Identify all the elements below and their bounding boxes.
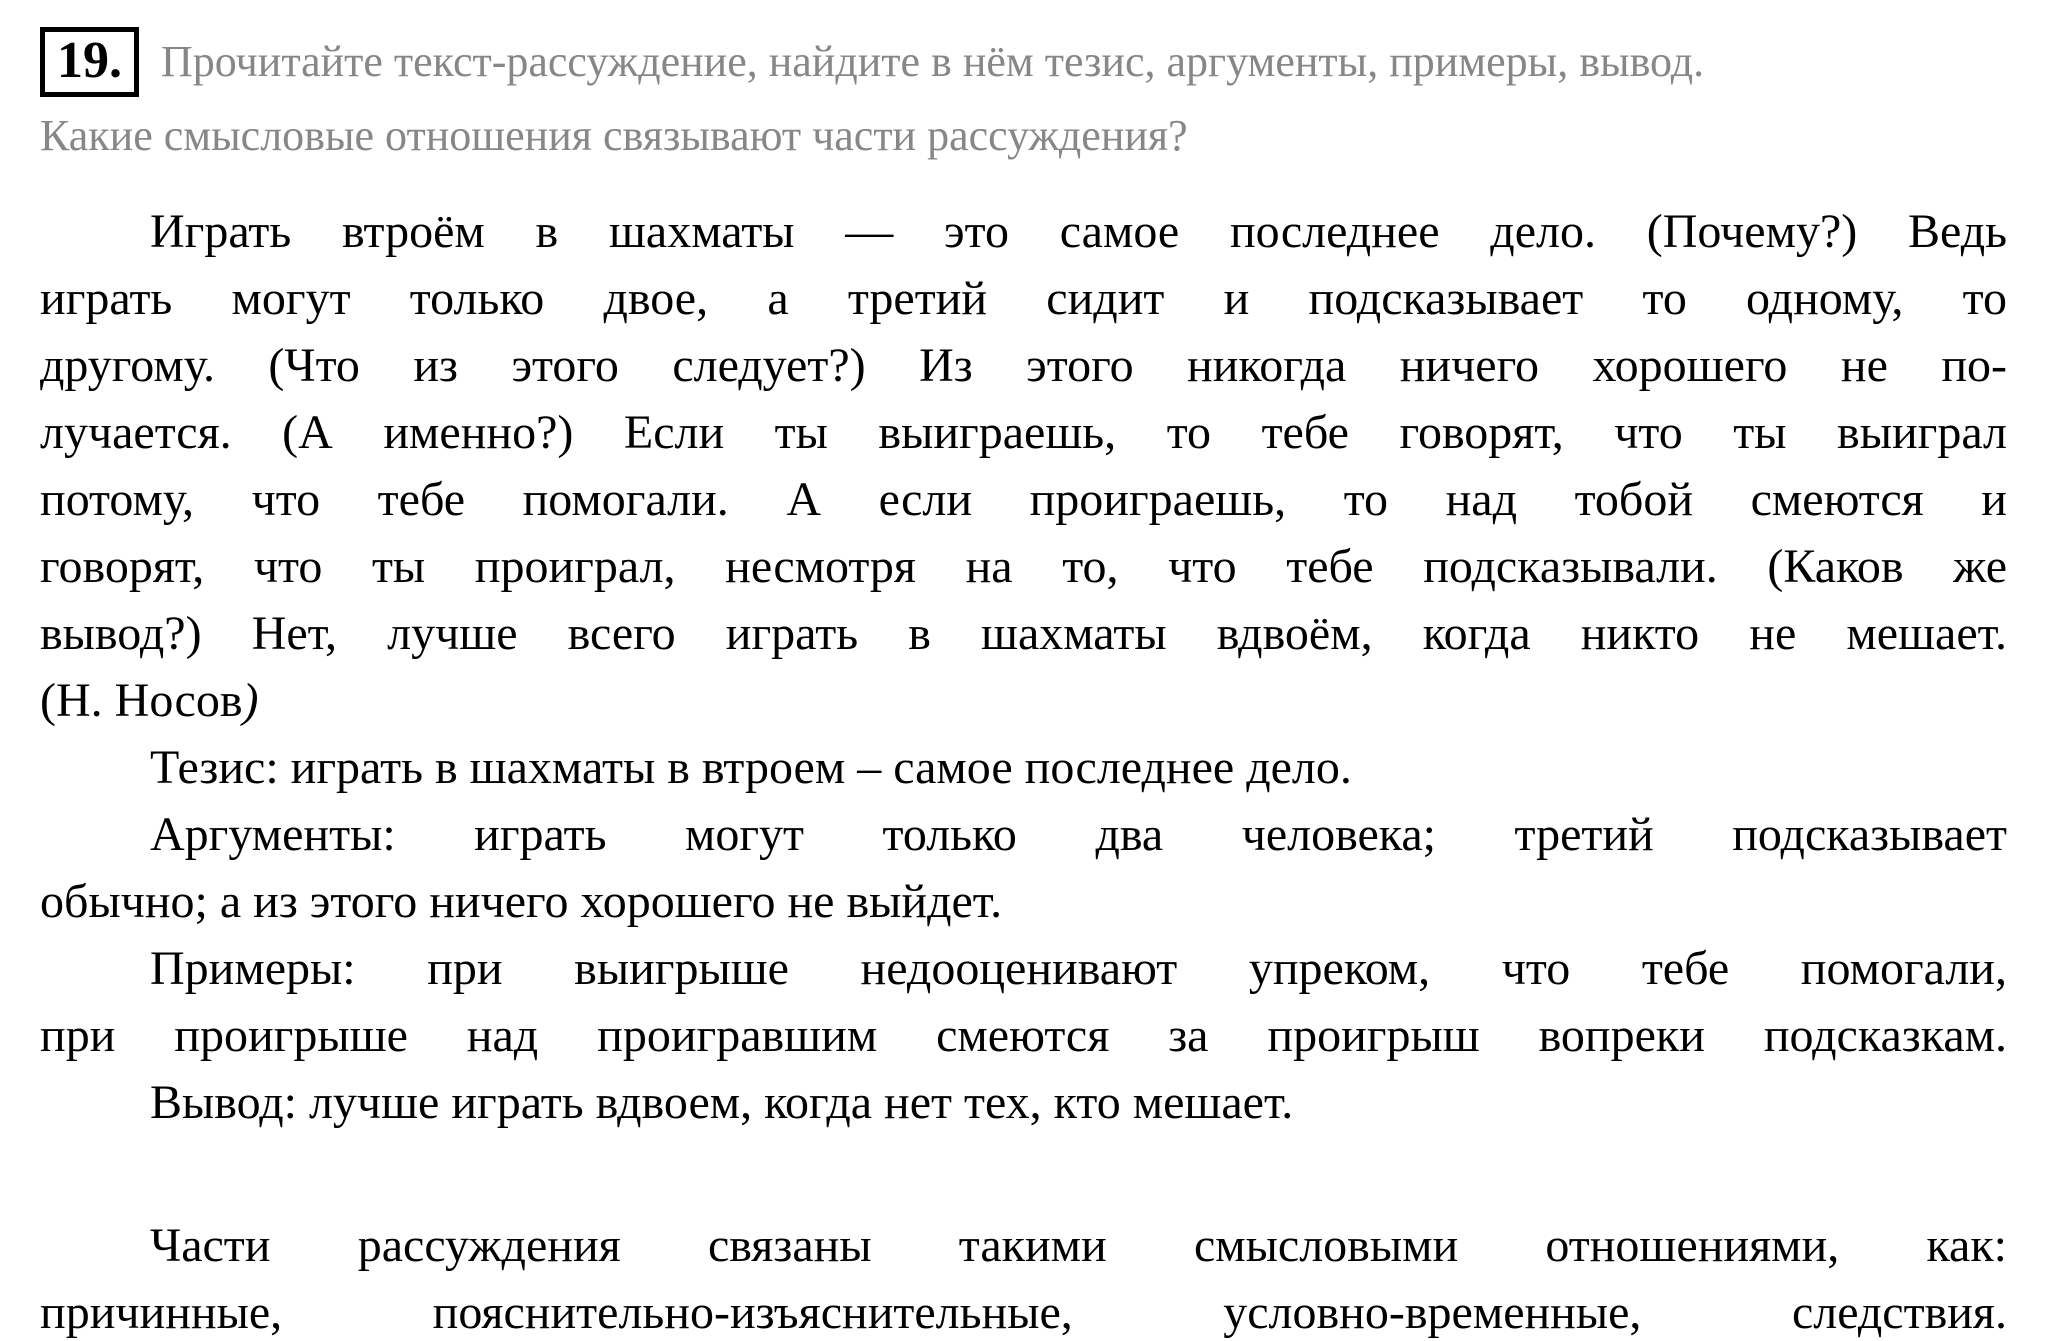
- analysis-block: [40, 734, 2007, 1136]
- author-name: (Н. Носов: [40, 674, 243, 727]
- exercise-header-row: [40, 26, 2007, 98]
- exercise-prompt-line1: Прочитайте текст-рассуждение, найдите в нём тезис, аргументы, примеры, вывод.: [161, 37, 1705, 86]
- summary-line: Части рассуждения связаны такими смысловыми отношениями, как:: [150, 1219, 2007, 1272]
- exercise-header: [40, 26, 2007, 164]
- exercise-prompt-line2: Какие смысловые отношения связывают части рассуждения?: [40, 111, 1188, 160]
- source-text-line: говорят, что ты проиграл, несмотря на то, что тебе подсказывали. (Каков же: [40, 540, 2007, 593]
- source-text-line: играть могут только двое, а третий сидит и подсказывает то одному, то: [40, 272, 2007, 325]
- source-text-line: Играть втроём в шахматы — это самое последнее дело. (Почему?) Ведь: [150, 205, 2007, 258]
- author-closing-paren: ): [242, 674, 259, 727]
- examples-line: Примеры: при выигрыше недооценивают упреком, что тебе помогали,: [150, 942, 2007, 995]
- exercise-number-box: [40, 27, 139, 97]
- source-text-paragraph: [40, 198, 2007, 734]
- arguments-line: Аргументы: играть могут только два человека; третий подсказывает: [150, 808, 2007, 861]
- summary-paragraph: [40, 1212, 2007, 1341]
- thesis-line: Тезис: играть в шахматы в втроем – самое последнее дело.: [150, 741, 1352, 794]
- conclusion-line: Вывод: лучше играть вдвоем, когда нет тех, кто мешает.: [150, 1076, 1294, 1129]
- summary-line: причинные, пояснительно-изъяснительные, условно-временные, следствия.: [40, 1286, 2007, 1339]
- source-text-author: [40, 667, 2007, 734]
- arguments-line: обычно; а из этого ничего хорошего не выйдет.: [40, 875, 1003, 928]
- exercise-number: 19.: [57, 32, 122, 89]
- examples-line: при проигрыше над проигравшим смеются за проигрыш вопреки подсказкам.: [40, 1009, 2007, 1062]
- source-text-line: потому, что тебе помогали. А если проиграешь, то над тобой смеются и: [40, 473, 2007, 526]
- source-text-line: вывод?) Нет, лучше всего играть в шахматы вдвоём, когда никто не мешает.: [40, 607, 2007, 660]
- source-text-line: другому. (Что из этого следует?) Из этого никогда ничего хорошего не по-: [40, 339, 2007, 392]
- exercise-body: [40, 198, 2007, 1341]
- source-text-line: лучается. (А именно?) Если ты выиграешь, то тебе говорят, что ты выиграл: [40, 406, 2007, 459]
